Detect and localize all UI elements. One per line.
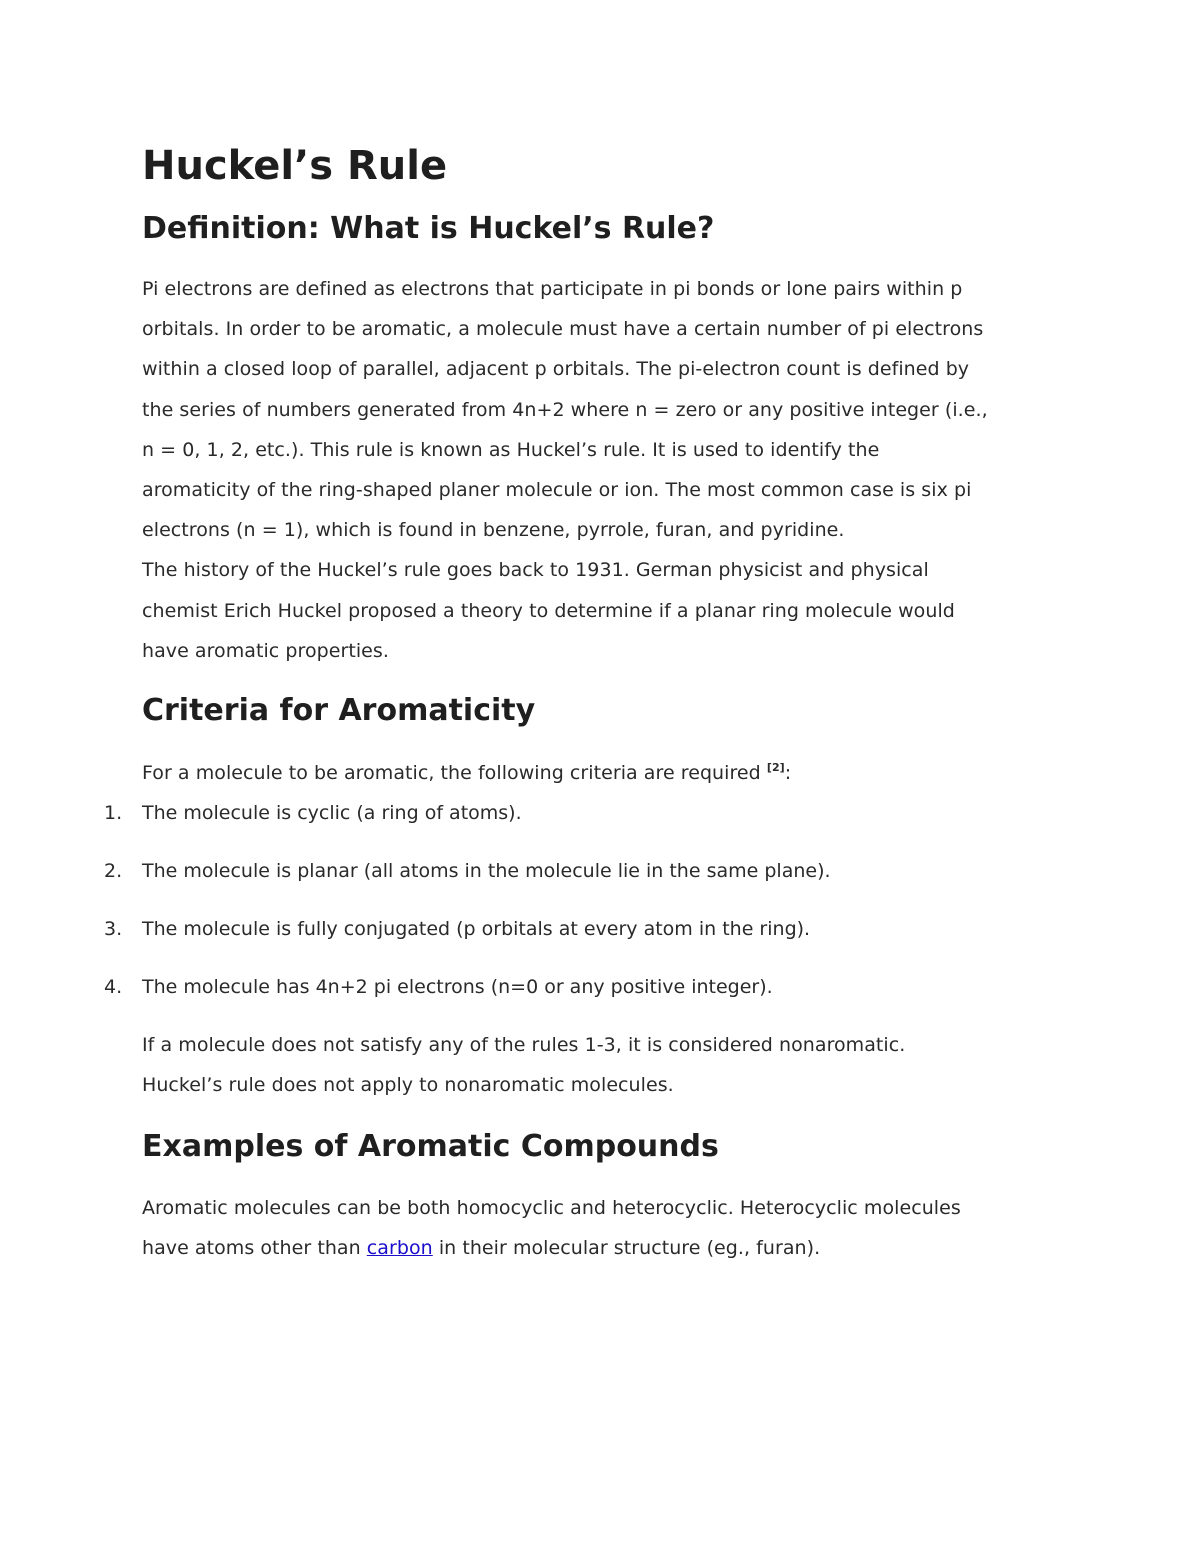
- definition-paragraph-1: [142, 269, 1072, 550]
- criteria-list: [104, 793, 1072, 1007]
- text-segment: have atoms other than: [142, 1236, 367, 1259]
- definition-paragraph-2: [142, 550, 1072, 671]
- text-line: Aromatic molecules can be both homocyclic and heterocyclic. Heterocyclic molecules: [142, 1196, 961, 1219]
- list-item-text: The molecule has 4n+2 pi electrons (n=0 or any positive integer).: [142, 976, 773, 999]
- list-number: 3.: [104, 918, 123, 941]
- text-line: have aromatic properties.: [142, 639, 389, 662]
- examples-paragraph: [142, 1188, 1072, 1268]
- list-item-text: The molecule is cyclic (a ring of atoms).: [142, 802, 522, 825]
- document-content: [104, 140, 1072, 1268]
- list-item-text: The molecule is fully conjugated (p orbitals at every atom in the ring).: [142, 918, 811, 941]
- text-line: orbitals. In order to be aromatic, a molecule must have a certain number of pi electrons: [142, 318, 984, 341]
- list-item: [104, 967, 1072, 1007]
- list-item-text: The molecule is planar (all atoms in the molecule lie in the same plane).: [142, 860, 831, 883]
- text-line: If a molecule does not satisfy any of the rules 1-3, it is considered nonaromatic.: [142, 1034, 906, 1057]
- criteria-intro-suffix: :: [784, 762, 792, 785]
- carbon-link[interactable]: carbon: [366, 1236, 433, 1259]
- criteria-intro-text: For a molecule to be aromatic, the following criteria are required: [142, 762, 761, 785]
- list-number: 2.: [104, 860, 123, 883]
- criteria-intro: [142, 753, 1072, 793]
- criteria-note: [142, 1025, 1072, 1105]
- text-line: Huckel’s rule does not apply to nonaromatic molecules.: [142, 1074, 674, 1097]
- page-title: Huckel’s Rule: [142, 143, 448, 189]
- text-line: n = 0, 1, 2, etc.). This rule is known as Huckel’s rule. It is used to identify the: [142, 438, 880, 461]
- text-line: within a closed loop of parallel, adjacent p orbitals. The pi-electron count is defined by: [142, 358, 970, 381]
- text-line: aromaticity of the ring-shaped planer molecule or ion. The most common case is six pi: [142, 479, 972, 502]
- definition-heading: Definition: What is Huckel’s Rule?: [142, 211, 715, 246]
- list-item: [104, 851, 1072, 891]
- reference-marker: [2]: [766, 761, 785, 775]
- list-item: [104, 909, 1072, 949]
- list-number: 1.: [104, 802, 123, 825]
- examples-heading: Examples of Aromatic Compounds: [142, 1128, 719, 1164]
- criteria-heading: Criteria for Aromaticity: [142, 693, 536, 729]
- text-line: The history of the Huckel’s rule goes back to 1931. German physicist and physical: [142, 559, 929, 582]
- list-number: 4.: [104, 976, 123, 999]
- text-segment: in their molecular structure (eg., furan).: [432, 1236, 821, 1259]
- text-line: electrons (n = 1), which is found in benzene, pyrrole, furan, and pyridine.: [142, 519, 845, 542]
- text-line: Pi electrons are defined as electrons that participate in pi bonds or lone pairs within p: [142, 278, 963, 300]
- text-line: chemist Erich Huckel proposed a theory to determine if a planar ring molecule would: [142, 599, 955, 622]
- text-line: the series of numbers generated from 4n+2 where n = zero or any positive integer (i.e.,: [142, 398, 988, 421]
- list-item: [104, 793, 1072, 833]
